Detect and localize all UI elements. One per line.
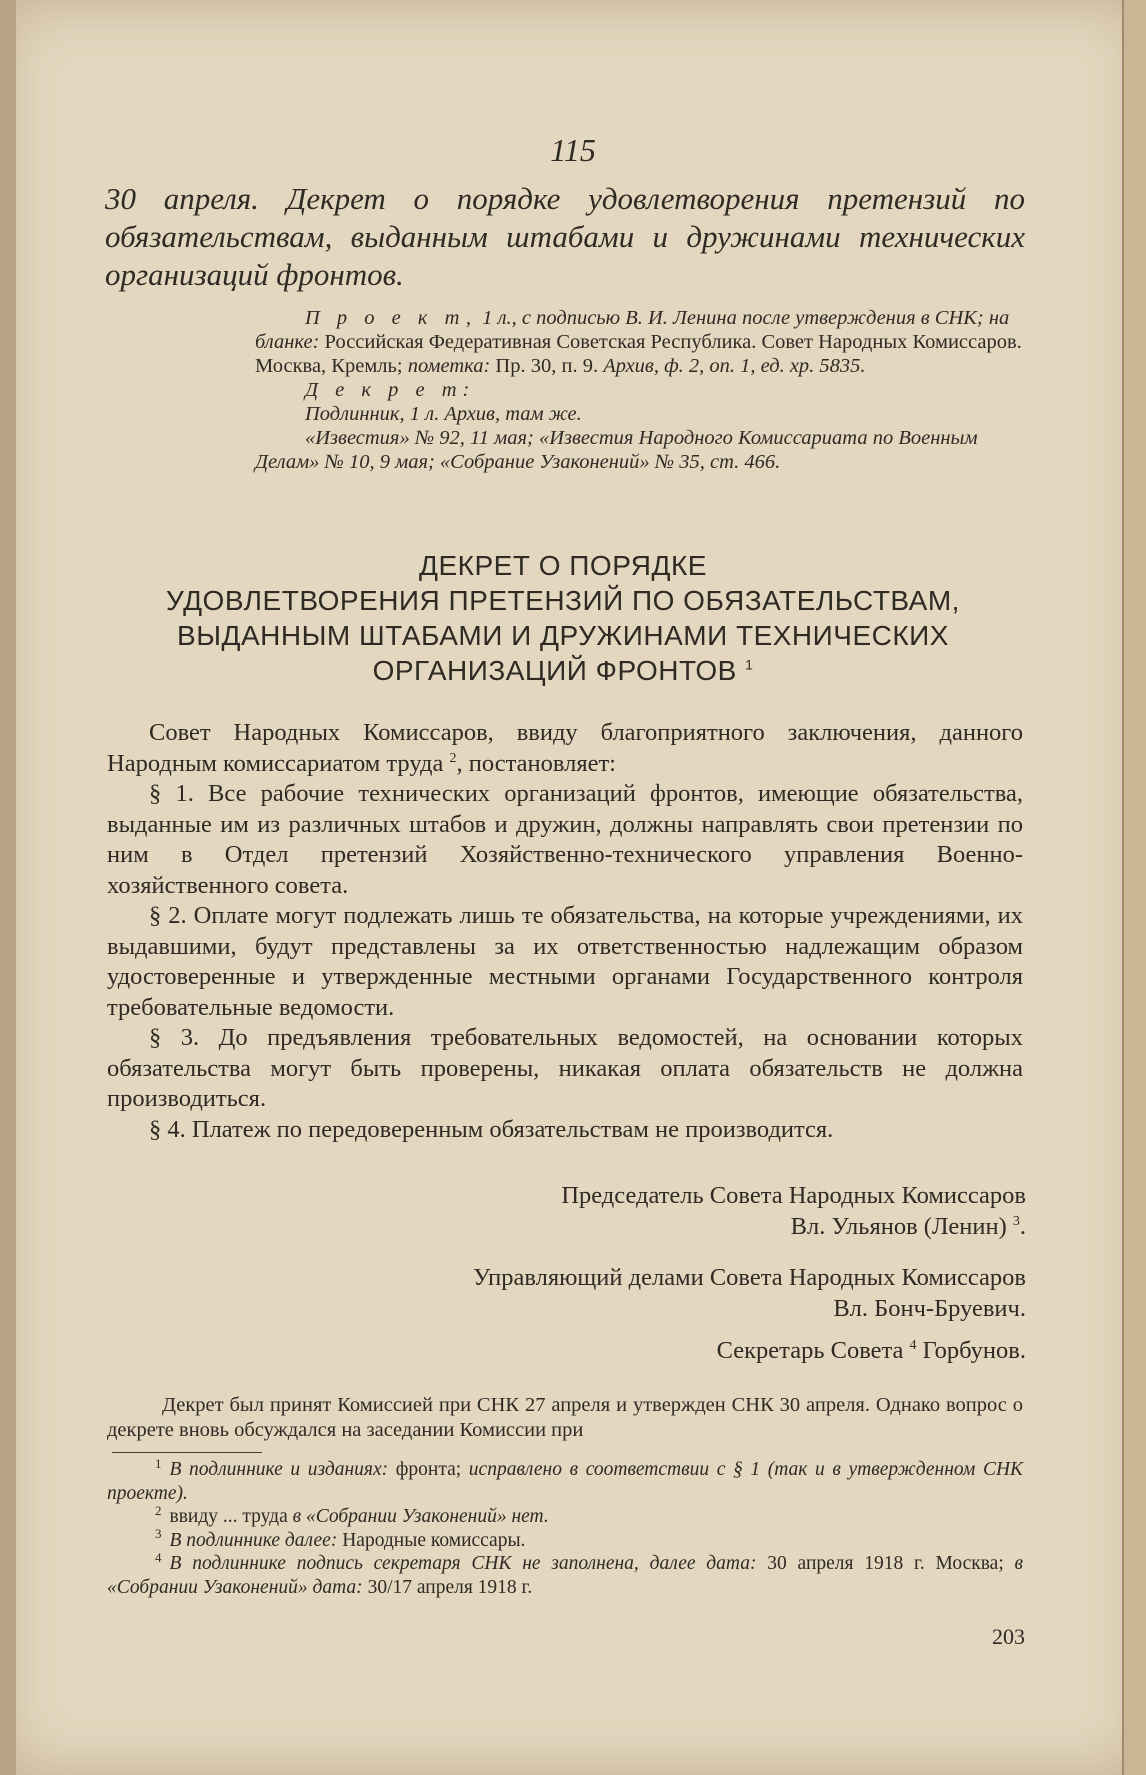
editorial-note: Декрет был принят Комиссией при СНК 27 апреля и утвержден СНК 30 апреля. Однако вопрос о декрете вновь обсуждался на заседании Комиссии при xyxy=(107,1394,1023,1441)
footnotes xyxy=(107,1455,1024,1599)
footnote-divider xyxy=(112,1452,262,1453)
signature-secretary: Секретарь Совета $^4$ Горбунов. xyxy=(716,1337,1026,1364)
footnote-4: $^4$ В подлиннике подпись секретаря СНК не заполнена, далее дата: 30 апреля 1918 г. Москва; в «Собрании Узаконений» дата: 30/17 апреля 1918 г. xyxy=(107,1549,1024,1598)
paragraph-3: § 3. До предъявления требовательных ведомостей, на основании которых обязательства могут быть проверены, никакая оплата обязательств не должна производиться. xyxy=(107,1024,1023,1112)
intro-paragraph: Совет Народных Комиссаров, ввиду благоприятного заключения, данного Народным комиссариатом труда $^2$, постановляет: xyxy=(107,719,1023,777)
page-edge xyxy=(1122,0,1146,1775)
footnote-3: $^3$ В подлиннике далее: Народные комиссары. xyxy=(155,1526,526,1551)
decree-heading: ДЕКРЕТ О ПОРЯДКЕ УДОВЛЕТВОРЕНИЯ ПРЕТЕНЗИЙ ПО ОБЯЗАТЕЛЬСТВАМ, ВЫДАННЫМ ШТАБАМИ И ДРУЖИНАМИ ТЕХНИЧЕСКИХ ОРГАНИЗАЦИЙ ФРОНТОВ $^1$ xyxy=(166,550,960,686)
page-number: 203 xyxy=(992,1624,1025,1649)
source-description xyxy=(255,306,1025,474)
source-original: Подлинник, 1 л. Архив, там же. xyxy=(305,403,582,425)
signature-chair: Председатель Совета Народных Комиссаров Вл. Ульянов (Ленин) $^3$. xyxy=(561,1182,1026,1240)
footnote-2: $^2$ ввиду ... труда в «Собрании Узаконений» нет. xyxy=(155,1502,549,1527)
decree-body xyxy=(107,718,1023,1145)
page-spine xyxy=(0,0,16,1775)
paragraph-4: § 4. Платеж по передоверенным обязательствам не производится. xyxy=(149,1115,834,1143)
source-publications: «Известия» № 92, 11 мая; «Известия Народного Комиссариата по Военным Делам» № 10, 9 мая; «Собрание Узаконений» № 35, ст. 466. xyxy=(255,427,978,473)
paragraph-2: § 2. Оплате могут подлежать лишь те обязательства, на которые учреждениями, их выдавшими, будут представлены за их ответственностью надлежащим образом удостоверенные и утвержденные местными органами Государственного контроля требовательные ведомости. xyxy=(107,902,1023,1021)
footnote-ref-1: 1 xyxy=(745,656,754,673)
signature-manager: Управляющий делами Совета Народных Комиссаров Вл. Бонч-Бруевич. xyxy=(472,1264,1026,1322)
paragraph-1: § 1. Все рабочие технических организаций фронтов, имеющие обязательства, выданные им из различных штабов и дружин, должны направлять свои претензии по ним в Отдел претензий Хозяйственно-технического управления Военно-хозяйственного совета. xyxy=(107,780,1023,899)
footnote-1: $^1$ В подлиннике и изданиях: фронта; исправлено в соответствии с § 1 (так и в утвержденном СНК проекте). xyxy=(107,1455,1023,1504)
source-proekt: П р о е к т, 1 л., с подписью В. И. Ленина после утверждения в СНК; на бланке: Российская Федеративная Советская Республика. Совет Народных Комиссаров. Москва, Кремль; пометка: Пр. 30, п. 9. Архив, ф. 2, оп. 1, ед. хр. 5835. xyxy=(255,307,1022,377)
document-number: 115 xyxy=(550,132,596,168)
document-title: 30 апреля. Декрет о порядке удовлетворения претензий по обязательствам, выданным штабами и дружинами технических организаций фронтов. xyxy=(105,181,1025,292)
source-dekret-label: Д е к р е т: xyxy=(305,379,476,401)
